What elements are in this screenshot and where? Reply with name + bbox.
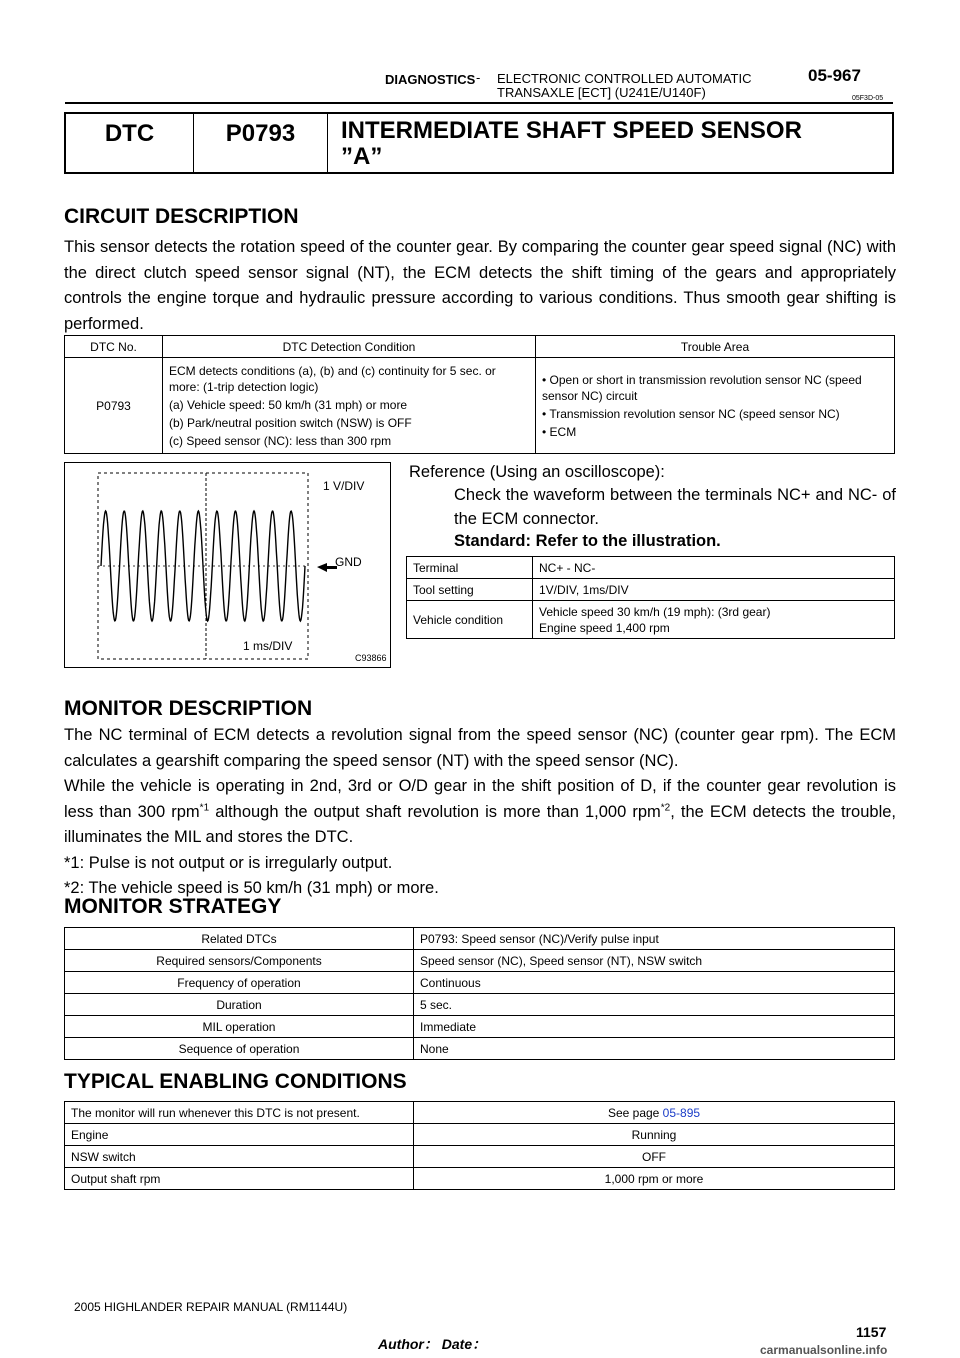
strategy-value: Immediate [414,1016,895,1038]
ref-value-line: Engine speed 1,400 rpm [539,620,670,635]
dtc-label: DTC [66,114,194,172]
strategy-value: 5 sec. [414,994,895,1016]
strategy-label: Related DTCs [65,928,414,950]
scope-vdiv-label: 1 V/DIV [323,479,365,493]
header-title-line2: TRANSAXLE [ECT] (U241E/U140F) [497,85,706,100]
enabling-value [414,1102,895,1124]
enabling-label: Engine [65,1124,414,1146]
dtc-condition: (b) Park/neutral position switch (NSW) is OFF [169,415,412,430]
dtc-table [64,335,895,454]
monitor-sup1: *1 [199,802,210,813]
dtc-condition: (c) Speed sensor (NC): less than 300 rpm [169,433,392,448]
ref-label: Vehicle condition [407,601,533,639]
circuit-heading: CIRCUIT DESCRIPTION [64,205,299,228]
monitor-p1: The NC terminal of ECM detects a revolution signal from the speed sensor (NC) (counter gear rpm). The ECM calculates a gearshift comparing the speed sensor (NT) with the speed sensor (NC). [64,726,896,770]
page-link[interactable]: 05-895 [662,1105,701,1120]
reference-table [406,556,895,639]
enabling-value: 1,000 rpm or more [414,1168,895,1190]
header-title-line1: ELECTRONIC CONTROLLED AUTOMATIC [497,71,752,86]
monitor-note2: *2: The vehicle speed is 50 km/h (31 mph) or more. [64,879,439,897]
circuit-text: This sensor detects the rotation speed of the counter gear. By comparing the counter gear speed signal (NC) with the direct clutch speed sensor signal (NT), the ECM detects the shift timing of the gears and appropriately controls the engine torque and hydraulic pressure according to various conditions. Thus smooth gear shifting is performed. [64,238,896,333]
header-title [497,72,752,100]
dtc-condition: ECM detects conditions (a), (b) and (c) continuity for 5 sec. or more: (1-trip detection logic) [169,363,496,394]
footer-author-date: Author： Date： [378,1336,487,1352]
strategy-value: P0793: Speed sensor (NC)/Verify pulse input [414,928,895,950]
enabling-value: Running [414,1124,895,1146]
monitor-p2 [64,774,896,851]
ref-value-line: Vehicle speed 30 km/h (19 mph): (3rd gear) [539,604,771,619]
footer-page-number: 1157 [856,1324,887,1340]
dtc-table-header-condition: DTC Detection Condition [163,336,536,358]
dtc-table-header-no: DTC No. [65,336,163,358]
header-rule [65,102,893,104]
strategy-label: Sequence of operation [65,1038,414,1060]
enabling-label: The monitor will run whenever this DTC is not present. [65,1102,414,1124]
dtc-table-code: P0793 [65,358,163,454]
ref-value [533,601,895,639]
enabling-value: OFF [414,1146,895,1168]
strategy-value: Speed sensor (NC), Speed sensor (NT), NSW switch [414,950,895,972]
monitor-p2c: , the ECM detects the trouble, illuminates the MIL and stores the DTC. [64,802,897,846]
scope-tdiv-label: 1 ms/DIV [243,639,293,653]
strategy-label: Frequency of operation [65,972,414,994]
trouble-area: • ECM [542,424,577,439]
monitor-p2b: although the output shaft revolution is more than 1,000 rpm [209,802,661,821]
monitor-note1: *1: Pulse is not output or is irregularly output. [64,853,393,872]
monitor-sup2: *2 [660,802,671,813]
enabling-heading: TYPICAL ENABLING CONDITIONS [64,1070,407,1093]
trouble-area: • Open or short in transmission revolution sensor NC (speed sensor NC) circuit [542,372,862,403]
dtc-title-line1: INTERMEDIATE SHAFT SPEED SENSOR [341,117,802,144]
enabling-see-page: See page [607,1105,663,1120]
ref-label: Tool setting [407,579,533,601]
dtc-title-line2: ”A” [341,143,383,170]
header-dash: - [476,70,481,85]
dtc-table-header-area: Trouble Area [536,336,895,358]
scope-gnd-label: GND [335,555,362,569]
scope-figure-id: C93866 [355,653,387,663]
ref-value: 1V/DIV, 1ms/DIV [533,579,895,601]
footer-manual-title: 2005 HIGHLANDER REPAIR MANUAL (RM1144U) [74,1300,348,1314]
strategy-label: Duration [65,994,414,1016]
dtc-code: P0793 [194,114,328,172]
ref-label: Terminal [407,557,533,579]
strategy-label: MIL operation [65,1016,414,1038]
enabling-label: Output shaft rpm [65,1168,414,1190]
reference-check: Check the waveform between the terminals NC+ and NC- of the ECM connector. [454,486,896,528]
enabling-table [64,1101,895,1190]
enabling-label: NSW switch [65,1146,414,1168]
oscilloscope-figure [64,462,391,668]
footer-watermark: carmanualsonline.info [760,1343,888,1357]
monitor-text [64,723,896,902]
header-code: 05F3D-05 [852,95,884,102]
monitor-p2a: While the vehicle is operating in 2nd, 3rd or O/D gear in the shift position of D, if the counter gear revolution is less than 300 rpm [64,777,896,821]
strategy-table [64,927,895,1060]
dtc-title-box [64,112,894,174]
header-section: DIAGNOSTICS [385,72,476,87]
strategy-heading: MONITOR STRATEGY [64,895,282,918]
dtc-condition: (a) Vehicle speed: 50 km/h (31 mph) or more [169,397,408,412]
dtc-table-areas [536,358,895,454]
strategy-label: Required sensors/Components [65,950,414,972]
trouble-area: • Transmission revolution sensor NC (speed sensor NC) [542,406,840,421]
dtc-title [341,118,881,170]
ref-value: NC+ - NC- [533,557,895,579]
gnd-arrow-icon [317,563,337,572]
monitor-heading: MONITOR DESCRIPTION [64,697,313,720]
strategy-value: Continuous [414,972,895,994]
reference-standard: Standard: Refer to the illustration. [454,532,721,550]
dtc-table-conditions [163,358,536,454]
reference-title: Reference (Using an oscilloscope): [409,463,665,481]
strategy-value: None [414,1038,895,1060]
header-page-number: 05-967 [808,66,861,85]
